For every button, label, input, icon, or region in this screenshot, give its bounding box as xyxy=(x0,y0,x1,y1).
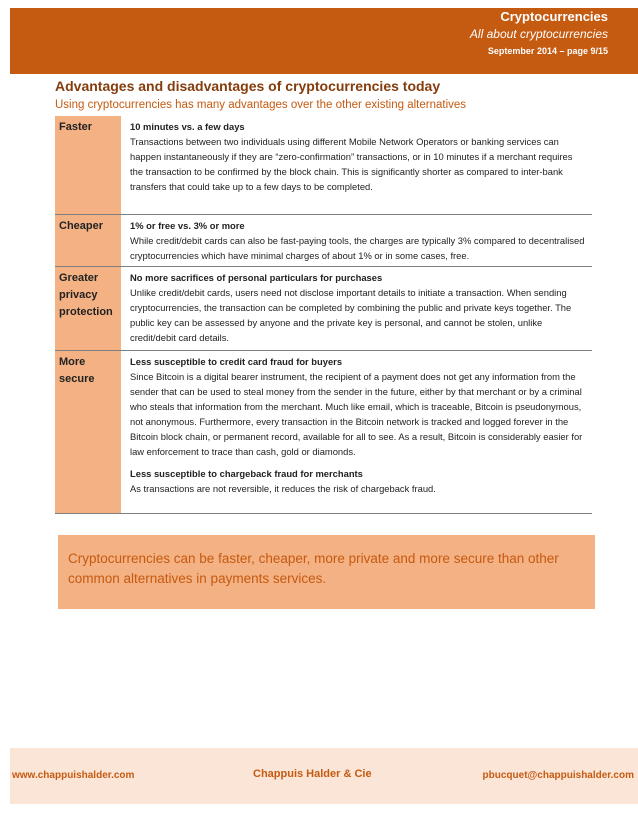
row-label: More secure xyxy=(55,351,121,513)
page-footer xyxy=(10,748,638,804)
row-heading: Less susceptible to credit card fraud for buyers xyxy=(130,356,343,367)
page-header xyxy=(10,8,638,74)
header-subtitle: All about cryptocurrencies xyxy=(469,27,608,41)
row-content xyxy=(121,267,592,350)
row-heading: 10 minutes vs. a few days xyxy=(130,121,245,132)
row-text: Transactions between two individuals using different Mobile Network Operators or banking services can happen instantaneously if they are “zero-confirmation” transactions, or in 10 minutes if a merchant requires the transaction to be confirmed by the block chain. This is significantly shorter as compared to inter-bank transfers that could take up to a few days to be completed. xyxy=(130,136,573,192)
row-content xyxy=(121,351,592,513)
section-subtitle: Using cryptocurrencies has many advantages over the other existing alternatives xyxy=(55,99,467,111)
table-row-faster xyxy=(55,116,592,215)
header-date-page: September 2014 – page 9/15 xyxy=(487,46,608,56)
row-text: While credit/debit cards can also be fast-paying tools, the charges are typically 3% compared to decentralised cryptocurrencies which have minimal charges of about 1% or in some cases, free. xyxy=(130,235,585,261)
advantages-table xyxy=(55,116,592,514)
row-heading: No more sacrifices of personal particulars for purchases xyxy=(130,272,383,283)
row-heading: 1% or free vs. 3% or more xyxy=(130,220,245,231)
footer-email-link[interactable]: pbucquet@chappuishalder.com xyxy=(482,770,634,781)
row-content xyxy=(121,116,592,214)
row-text: Since Bitcoin is a digital bearer instrument, the recipient of a payment does not get any information from the sender that can be used to steal money from the sender in the future, either by that merchant or by a criminal who steals that information from the merchant. Much like email, which is traceable, Bitcoin is pseudonymous, not anonymous. Furthermore, every transaction in the Bitcoin network is tracked and logged forever in the Bitcoin block chain, or permanent record, available for all to see. As a result, Bitcoin is considerably easier for law enforcement to trace than cash, gold or diamonds. xyxy=(130,371,583,457)
table-row-cheaper xyxy=(55,215,592,267)
row-content xyxy=(121,215,592,266)
summary-callout: Cryptocurrencies can be faster, cheaper, more private and more secure than other common alternatives in payments services. xyxy=(58,535,595,609)
row-label: Cheaper xyxy=(55,215,121,266)
row-heading-2: Less susceptible to chargeback fraud for merchants xyxy=(130,468,363,479)
footer-company: Chappuis Halder & Cie xyxy=(253,768,372,780)
row-text-2: As transactions are not reversible, it reduces the risk of chargeback fraud. xyxy=(130,483,436,494)
header-title: Cryptocurrencies xyxy=(500,9,608,24)
row-label: Faster xyxy=(55,116,121,214)
table-row-secure xyxy=(55,351,592,514)
section-title: Advantages and disadvantages of cryptocurrencies today xyxy=(55,78,441,94)
table-row-privacy xyxy=(55,267,592,351)
row-text: Unlike credit/debit cards, users need not disclose important details to initiate a transaction. When sending cryptocurrencies, the transaction can be completed by combining the public and private keys together. The public key can be assessed by anyone and the private key is personal, and cannot be stolen, unlike credit/debit card details. xyxy=(130,287,572,343)
row-label: Greater privacy protection xyxy=(55,267,121,350)
footer-website-link[interactable]: www.chappuishalder.com xyxy=(12,770,135,781)
